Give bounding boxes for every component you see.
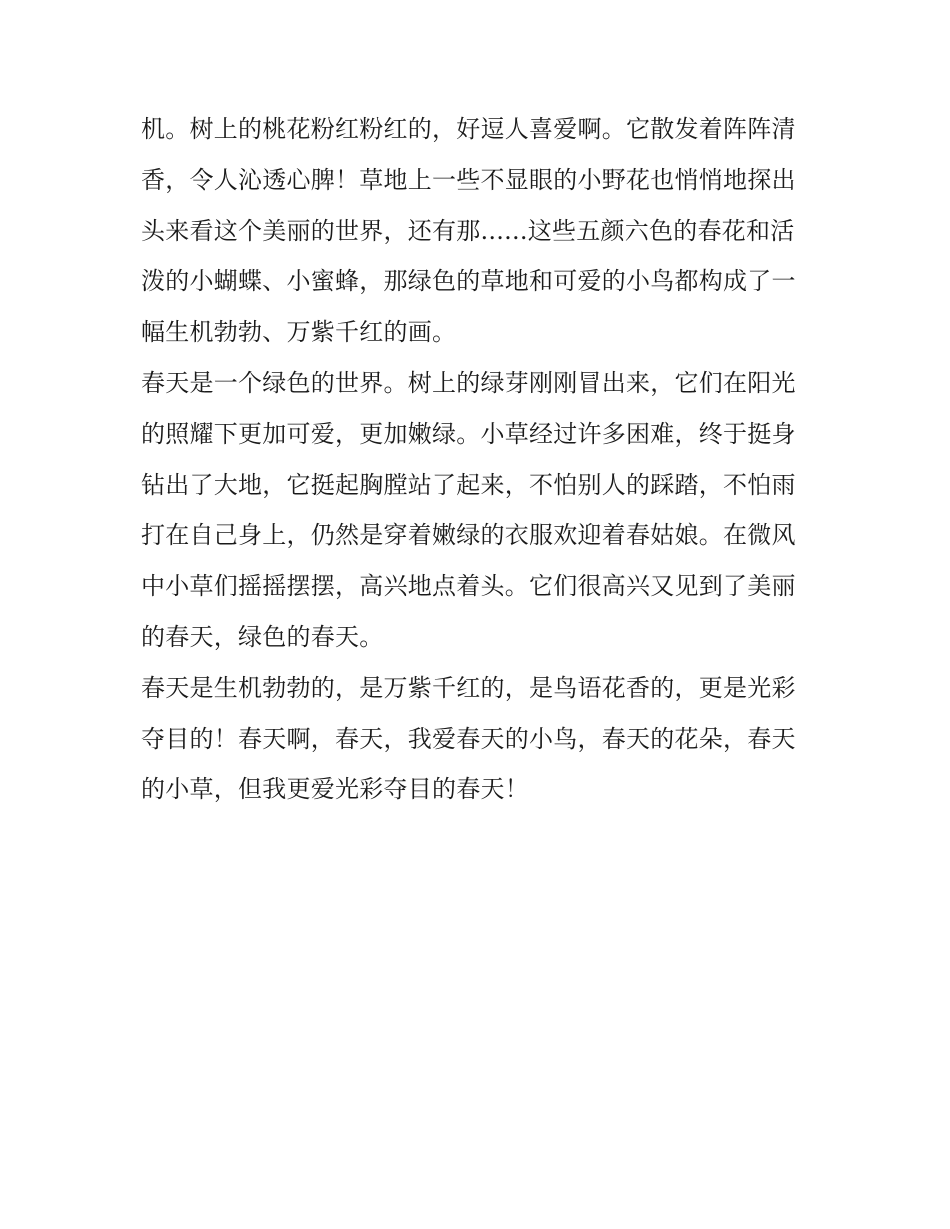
text-line: 的照耀下更加可爱，更加嫩绿。小草经过许多困难，终于挺身 bbox=[141, 419, 796, 448]
text-line: 春天是生机勃勃的，是万紫千红的，是鸟语花香的，更是光彩 bbox=[141, 673, 796, 702]
text-line: 打在自己身上，仍然是穿着嫩绿的衣服欢迎着春姑娘。在微风 bbox=[141, 521, 796, 550]
text-line: 春天是一个绿色的世界。树上的绿芽刚刚冒出来，它们在阳光 bbox=[141, 368, 796, 397]
paragraph-2 bbox=[141, 358, 813, 663]
paragraph-3 bbox=[141, 663, 813, 815]
text-line: 机。树上的桃花粉红粉红的，好逗人喜爱啊。它散发着阵阵清 bbox=[141, 115, 796, 143]
text-line: 钻出了大地，它挺起胸膛站了起来，不怕别人的踩踏，不怕雨 bbox=[141, 470, 796, 499]
text-line: 中小草们摇摇摆摆，高兴地点着头。它们很高兴又见到了美丽 bbox=[141, 572, 796, 601]
text-line: 的小草，但我更爱光彩夺目的春天！ bbox=[141, 775, 529, 804]
text-line: 香，令人沁透心脾！草地上一些不显眼的小野花也悄悄地探出 bbox=[141, 165, 796, 194]
text-line: 头来看这个美丽的世界，还有那......这些五颜六色的春花和活 bbox=[141, 216, 795, 245]
text-line: 的春天，绿色的春天。 bbox=[141, 622, 384, 651]
paragraph-1 bbox=[141, 104, 813, 358]
text-line: 幅生机勃勃、万紫千红的画。 bbox=[141, 318, 457, 347]
document-body bbox=[141, 104, 813, 815]
text-line: 泼的小蝴蝶、小蜜蜂，那绿色的草地和可爱的小鸟都构成了一 bbox=[141, 267, 796, 296]
text-line: 夺目的！春天啊，春天，我爱春天的小鸟，春天的花朵，春天 bbox=[141, 724, 796, 753]
